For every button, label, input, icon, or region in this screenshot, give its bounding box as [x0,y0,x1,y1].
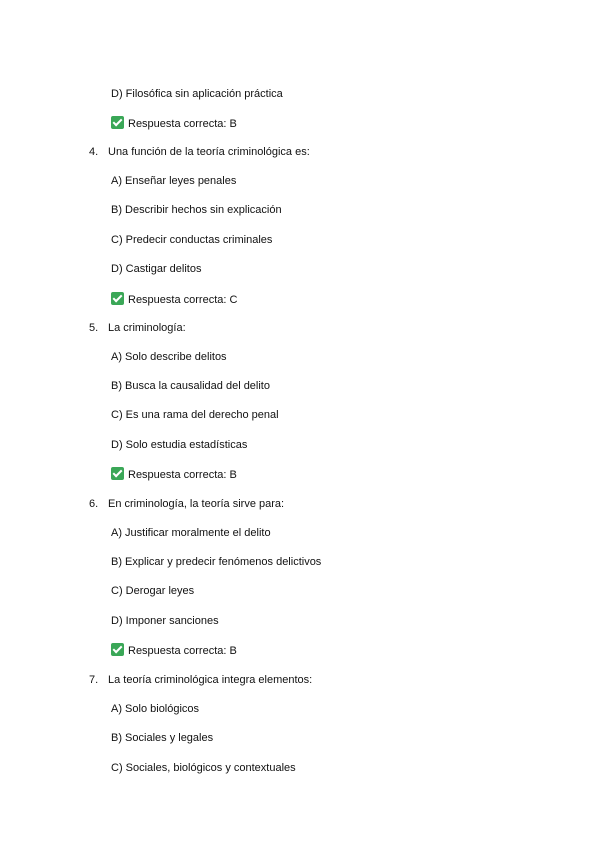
option-q5-d: D) Solo estudia estadísticas [111,439,248,451]
check-mark-icon [111,643,124,656]
question-text: La teoría criminológica integra elementos: [108,674,313,686]
check-mark-icon [111,292,124,305]
option-q7-a: A) Solo biológicos [111,703,200,715]
question-7 [89,673,312,687]
option-q6-d: D) Imponer sanciones [111,615,219,627]
option-q6-b: B) Explicar y predecir fenómenos delictivos [111,556,322,568]
check-mark-icon [111,467,124,480]
answer-text: Respuesta correcta: B [128,645,237,657]
option-q4-b: B) Describir hechos sin explicación [111,204,282,216]
option-q7-c: C) Sociales, biológicos y contextuales [111,762,296,774]
option-q3-d: D) Filosófica sin aplicación práctica [111,88,283,100]
option-q6-a: A) Justificar moralmente el delito [111,527,271,539]
option-q4-a: A) Enseñar leyes penales [111,175,237,187]
question-number: 4. [89,146,99,158]
option-q6-c: C) Derogar leyes [111,585,195,597]
option-q4-c: C) Predecir conductas criminales [111,234,273,246]
answer-text: Respuesta correcta: B [128,118,237,130]
question-number: 6. [89,498,99,510]
option-q5-a: A) Solo describe delitos [111,351,227,363]
option-q5-b: B) Busca la causalidad del delito [111,380,270,392]
option-q5-c: C) Es una rama del derecho penal [111,409,279,421]
answer-q4 [111,292,237,307]
option-q4-d: D) Castigar delitos [111,263,202,275]
answer-text: Respuesta correcta: B [128,469,237,481]
question-text: La criminología: [108,322,186,334]
answer-text: Respuesta correcta: C [128,294,238,306]
answer-q3 [111,116,237,131]
answer-q6 [111,643,237,658]
check-mark-icon [111,116,124,129]
question-5 [89,321,186,335]
question-text: En criminología, la teoría sirve para: [108,498,285,510]
question-text: Una función de la teoría criminológica es: [108,146,310,158]
question-6 [89,497,284,511]
question-number: 5. [89,322,99,334]
answer-q5 [111,467,237,482]
question-4 [89,145,310,159]
question-number: 7. [89,674,99,686]
option-q7-b: B) Sociales y legales [111,732,214,744]
